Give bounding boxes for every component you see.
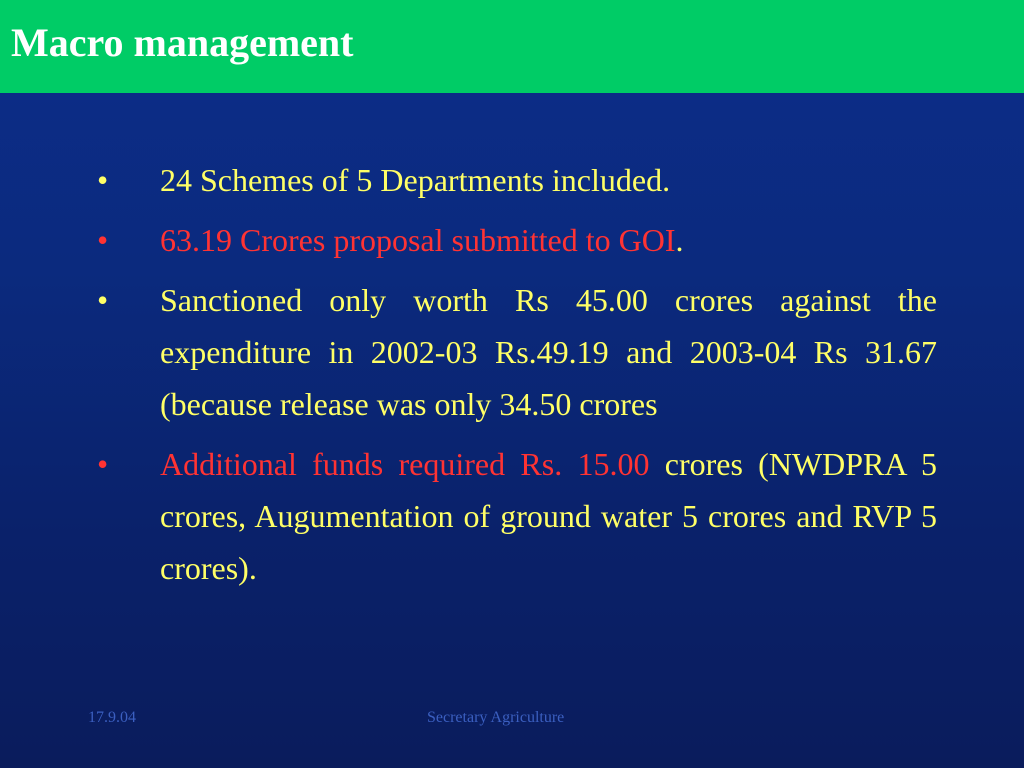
bullet-marker: • xyxy=(97,282,109,318)
bullet-text-period: . xyxy=(675,222,684,258)
footer-date: 17.9.04 xyxy=(88,709,136,726)
bullet-text: crores (NWDPRA 5 crores, Augumentation of ground water 5 crores and RVP 5 crores). xyxy=(160,446,938,586)
bullet-text-highlight: Additional funds required Rs. 15.00 xyxy=(160,446,665,482)
bullet-item xyxy=(97,274,937,430)
bullet-text-highlight: 63.19 Crores proposal submitted to GOI xyxy=(160,222,676,258)
bullet-text: Sanctioned only worth Rs 45.00 crores against the expenditure in 2002-03 Rs.49.19 and 2003-04 Rs 31.67 (because release was only 34.50 crores xyxy=(160,282,937,422)
title-bar xyxy=(0,0,1024,93)
bullet-item xyxy=(97,438,937,594)
bullet-marker: • xyxy=(97,222,109,258)
bullet-marker: • xyxy=(97,162,109,198)
bullet-marker: • xyxy=(97,446,109,482)
bullet-item xyxy=(97,214,937,266)
bullet-text: 24 Schemes of 5 Departments included. xyxy=(160,162,671,198)
bullet-item xyxy=(97,154,937,206)
footer-center-text: Secretary Agriculture xyxy=(427,709,565,726)
slide-title: Macro management xyxy=(11,20,354,65)
bullet-list xyxy=(97,154,937,602)
